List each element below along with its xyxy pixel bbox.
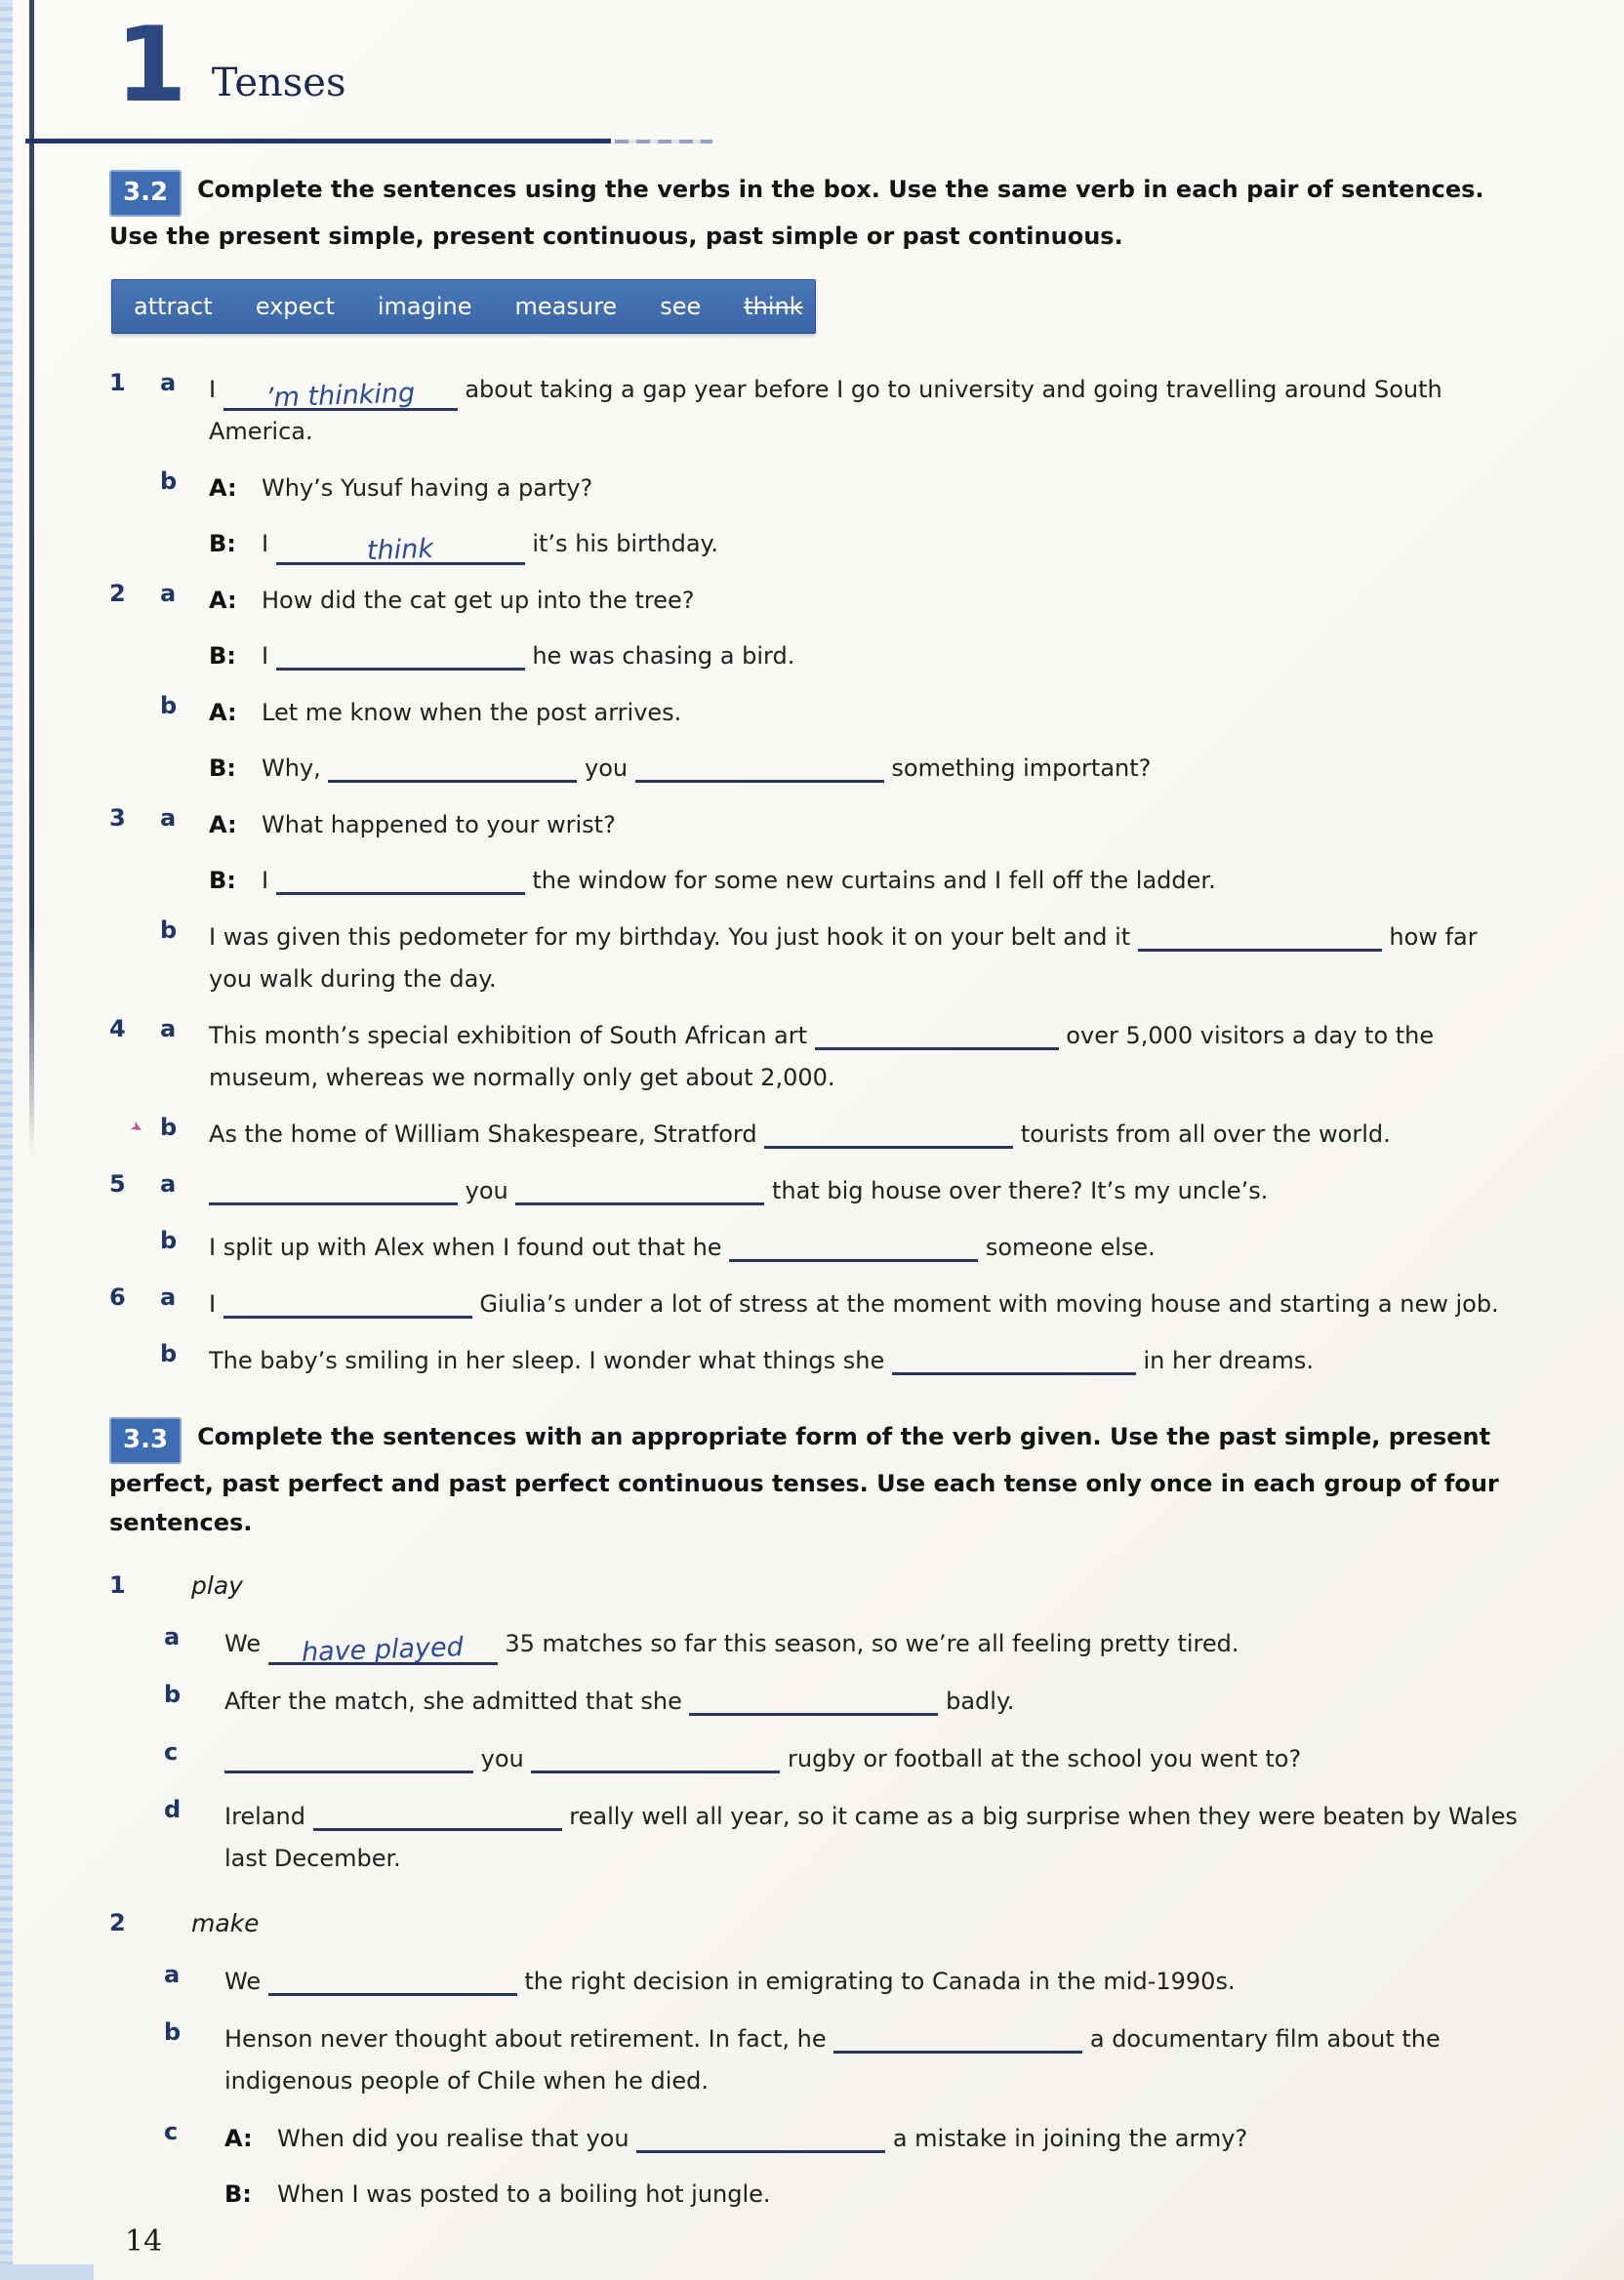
verb-word: measure (514, 293, 618, 320)
item-body (209, 369, 1526, 453)
dialogue-line (209, 523, 1526, 565)
item-body (224, 1681, 1526, 1723)
item-number: 5 (109, 1170, 126, 1198)
exercise-item-row (109, 1681, 1526, 1723)
sentence-text: Why’s Yusuf having a party? (262, 474, 593, 502)
item-number: 4 (109, 1015, 126, 1042)
speaker-label: A: (209, 587, 237, 614)
sentence-line (224, 1681, 1526, 1723)
item-letter: b (160, 916, 178, 944)
exercise-item-row (109, 1340, 1526, 1382)
chapter-title: Tenses (211, 61, 346, 106)
exercise-item-row (109, 2118, 1526, 2216)
exercise-33-groups (109, 1571, 1526, 2216)
answer-blank[interactable] (276, 635, 525, 671)
item-number: 2 (109, 580, 126, 607)
sentence-text: a mistake in joining the army? (885, 2125, 1248, 2152)
chapter-header (115, 5, 346, 125)
sentence-text: After the match, she admitted that she (224, 1688, 690, 1715)
answer-blank[interactable] (729, 1227, 978, 1262)
sentence-text: something important? (883, 754, 1152, 782)
item-body (209, 1227, 1526, 1269)
answer-blank[interactable] (635, 748, 884, 783)
speaker-label: A: (209, 811, 237, 838)
sentence-body (209, 369, 1526, 453)
answer-blank[interactable] (689, 1681, 938, 1716)
dialogue-text (277, 2118, 1526, 2160)
sentence-text: I (262, 642, 276, 670)
answer-blank[interactable] (892, 1340, 1136, 1375)
exercise-33-badge: 3.3 (109, 1417, 182, 1464)
sentence-body (224, 1738, 1526, 1780)
sentence-line (224, 1738, 1526, 1780)
verb-word: attract (134, 293, 213, 320)
speaker-label: B: (209, 642, 236, 670)
sentence-text: rugby or football at the school you went to? (780, 1745, 1302, 1772)
item-body (224, 1961, 1526, 2003)
verb-word: expect (255, 293, 335, 320)
sentence-text: What happened to your wrist? (262, 811, 616, 838)
item-letter: b (160, 468, 178, 495)
answer-blank[interactable] (313, 1796, 562, 1831)
answer-blank[interactable] (268, 1630, 498, 1668)
item-body (224, 2118, 1526, 2216)
verb-word: see (660, 293, 702, 320)
sentence-body (209, 1283, 1526, 1325)
speaker-label: B: (224, 2180, 252, 2208)
sentence-body (209, 1227, 1526, 1269)
item-body (209, 468, 1526, 565)
sentence-text: really well all year, so it came as a big surprise when they were beaten by Wales last December. (224, 1803, 1518, 1872)
item-letter: b ➤ (127, 1114, 178, 1141)
book-corner-edge (0, 2264, 94, 2280)
item-letter: a (160, 804, 177, 832)
dialogue-line (209, 804, 1526, 846)
dialogue-line (209, 580, 1526, 622)
item-letter: b (164, 1681, 182, 1708)
item-letter: a (160, 1283, 177, 1311)
answer-blank[interactable] (276, 860, 525, 895)
speaker-label: A: (209, 474, 237, 502)
item-number (109, 692, 160, 790)
group-number: 2 (109, 1909, 126, 1936)
dialogue-text (262, 692, 1526, 734)
verb-group-header (109, 1909, 1526, 1937)
page-number: 14 (125, 2224, 163, 2259)
sentence-text: tourists from all over the world. (1013, 1120, 1391, 1148)
sentence-text: We (224, 1630, 268, 1657)
speaker-label: A: (224, 2125, 253, 2152)
exercise-33-instructions (109, 1417, 1526, 1542)
sentence-text: I (209, 376, 223, 403)
sentence-text: We (224, 1968, 268, 1995)
item-letter: c (164, 1738, 179, 1766)
handwritten-answer: think (366, 533, 434, 567)
sentence-text: the window for some new curtains and I fell off the ladder. (524, 867, 1216, 894)
item-letter: c (164, 2118, 179, 2145)
verb-group-header (109, 1571, 1526, 1600)
item-body (209, 1340, 1526, 1382)
dialogue-line (224, 2118, 1526, 2160)
sentence-body (224, 1961, 1526, 2003)
sentence-line (209, 1170, 1526, 1212)
exercise-item-row (109, 580, 1526, 677)
answer-blank[interactable] (515, 1170, 764, 1205)
speaker-label: B: (209, 530, 236, 557)
sentence-text: Let me know when the post arrives. (262, 699, 682, 726)
verb-box (111, 279, 816, 334)
item-letter: b (160, 1340, 178, 1367)
sentence-line (209, 1114, 1526, 1156)
sentence-text: you (458, 1177, 516, 1204)
sentence-body (224, 1796, 1526, 1880)
handwritten-answer: have played (301, 1632, 465, 1668)
sentence-text: a documentary film about the indigenous people of Chile when he died. (224, 2025, 1441, 2095)
verb-group (109, 1571, 1526, 1880)
sentence-body (209, 916, 1526, 1000)
exercise-item-row (109, 1170, 1526, 1212)
sentence-text: How did the cat get up into the tree? (262, 587, 695, 614)
group-number: 1 (109, 1571, 126, 1599)
sentence-text: I split up with Alex when I found out that he (209, 1234, 730, 1261)
item-letter: a (160, 1170, 177, 1198)
exercise-item-row (109, 1796, 1526, 1880)
item-number (109, 1340, 160, 1382)
answer-blank[interactable] (1138, 916, 1382, 952)
item-letter: d (164, 1796, 182, 1823)
verb-word: imagine (377, 293, 472, 320)
sentence-body (209, 1114, 1526, 1156)
book-spine-line (29, 0, 34, 1157)
item-letter: a (160, 580, 177, 607)
sentence-line (224, 1623, 1526, 1668)
exercise-item-row (109, 1738, 1526, 1780)
sentence-body (224, 1681, 1526, 1723)
item-letter: b (160, 692, 178, 719)
sentence-line (209, 916, 1526, 1000)
item-letter: b (164, 2018, 182, 2046)
item-number: 1 (109, 369, 126, 396)
sentence-text: the right decision in emigrating to Canada in the mid-1990s. (516, 1968, 1236, 1995)
answer-blank[interactable] (531, 1738, 780, 1773)
speaker-label: A: (209, 699, 237, 726)
sentence-text: Ireland (224, 1803, 313, 1830)
dialogue-text (262, 580, 1526, 622)
item-body (209, 1170, 1526, 1212)
sentence-text: Giulia’s under a lot of stress at the moment with moving house and starting a new job. (471, 1290, 1499, 1318)
exercise-32-items (109, 369, 1526, 1382)
group-verb: make (191, 1909, 260, 1937)
verb-word-struck: think (744, 293, 803, 320)
exercise-item-row (109, 1114, 1526, 1156)
item-number (109, 916, 160, 1000)
dialogue-line (209, 635, 1526, 677)
item-body (209, 916, 1526, 1000)
dialogue-text (262, 635, 1526, 677)
sentence-line (209, 1227, 1526, 1269)
handwritten-answer: ’m thinking (264, 378, 416, 414)
exercise-item-row (109, 1227, 1526, 1269)
exercise-33 (109, 1417, 1526, 2216)
answer-blank[interactable] (815, 1015, 1059, 1050)
answer-blank[interactable] (764, 1114, 1013, 1149)
exercise-item-row (109, 369, 1526, 453)
sentence-text: over 5,000 visitors a day to the museum, whereas we normally only get about 2,000. (209, 1022, 1435, 1091)
item-letter: b (160, 1227, 178, 1254)
book-page-edge (0, 0, 13, 2280)
answer-blank[interactable] (209, 1170, 458, 1205)
item-body (209, 804, 1526, 902)
page-content (109, 170, 1526, 2231)
item-body (209, 1283, 1526, 1325)
sentence-text: in her dreams. (1135, 1347, 1315, 1374)
exercise-item-row (109, 468, 1526, 565)
item-body (224, 1738, 1526, 1780)
speaker-label: B: (209, 754, 236, 782)
sentence-text: badly. (938, 1688, 1015, 1715)
sentence-text: 35 matches so far this season, so we’re all feeling pretty tired. (497, 1630, 1239, 1657)
chapter-rule (25, 139, 611, 143)
dialogue-text (262, 860, 1526, 902)
answer-blank[interactable] (224, 1738, 473, 1773)
sentence-body (224, 2018, 1526, 2102)
dialogue-line (209, 468, 1526, 509)
sentence-text: someone else. (978, 1234, 1156, 1261)
item-body (224, 2018, 1526, 2102)
sentence-text: This month’s special exhibition of South African art (209, 1022, 815, 1049)
dialogue-line (224, 2174, 1526, 2216)
sentence-text: about taking a gap year before I go to university and going travelling around South America. (209, 376, 1442, 445)
item-number (109, 1227, 160, 1269)
item-number (109, 468, 160, 565)
exercise-item-row (109, 1623, 1526, 1668)
sentence-text: I (262, 867, 276, 894)
sentence-text: The baby’s smiling in her sleep. I wonder what things she (209, 1347, 892, 1374)
dialogue-text (262, 523, 1526, 565)
item-letter: a (160, 1015, 177, 1042)
sentence-text: Why, (262, 754, 329, 782)
sentence-line (224, 2018, 1526, 2102)
exercise-item-row (109, 1283, 1526, 1325)
item-body (224, 1623, 1526, 1668)
item-body (209, 1114, 1526, 1156)
sentence-text: I (209, 1290, 223, 1318)
item-body (224, 1796, 1526, 1880)
item-letter: a (164, 1623, 181, 1650)
exercise-32-instructions (109, 170, 1526, 256)
sentence-text: that big house over there? It’s my uncle’s. (764, 1177, 1269, 1204)
sentence-text: he was chasing a bird. (524, 642, 795, 670)
sentence-text: how far you walk during the day. (209, 923, 1478, 993)
dialogue-line (209, 860, 1526, 902)
exercise-item-row (109, 2018, 1526, 2102)
sentence-text: I was given this pedometer for my birthday. You just hook it on your belt and it (209, 923, 1138, 951)
sentence-body (209, 1170, 1526, 1212)
sentence-body (224, 1623, 1526, 1668)
exercise-item-row (109, 692, 1526, 790)
item-body (209, 1015, 1526, 1099)
sentence-text: When I was posted to a boiling hot jungle. (277, 2180, 771, 2208)
group-verb: play (191, 1571, 243, 1600)
sentence-text: I (262, 530, 276, 557)
dialogue-line (209, 692, 1526, 734)
answer-blank[interactable] (223, 376, 458, 414)
dialogue-text (262, 468, 1526, 509)
exercise-32-badge: 3.2 (109, 170, 182, 217)
exercise-33-instructions-text: Complete the sentences with an appropriate form of the verb given. Use the past simple, present perfect, past perfect and past perfect continuous tenses. Use each tense only once in each group of four sentences. (109, 1423, 1499, 1536)
speaker-label: B: (209, 867, 236, 894)
sentence-text: When did you realise that you (277, 2125, 637, 2152)
exercise-item-row (109, 1015, 1526, 1099)
sentence-line (224, 1796, 1526, 1880)
sentence-body (209, 1015, 1526, 1099)
sentence-line (209, 1340, 1526, 1382)
sentence-text: it’s his birthday. (524, 530, 718, 557)
answer-blank[interactable] (223, 1283, 472, 1319)
answer-blank[interactable] (328, 748, 577, 783)
item-body (209, 692, 1526, 790)
dialogue-line (209, 748, 1526, 790)
pen-mark-icon: ➤ (127, 1117, 147, 1138)
sentence-text: As the home of William Shakespeare, Stratford (209, 1120, 765, 1148)
dialogue-text (262, 748, 1526, 790)
sentence-text: you (473, 1745, 532, 1772)
verb-group (109, 1909, 1526, 2216)
item-letter: a (160, 369, 177, 396)
exercise-item-row (109, 1961, 1526, 2003)
answer-blank[interactable] (636, 2118, 885, 2153)
sentence-line (209, 369, 1526, 453)
sentence-line (209, 1283, 1526, 1325)
item-number: 3 (109, 804, 126, 832)
exercise-item-row (109, 916, 1526, 1000)
exercise-32-instructions-text: Complete the sentences using the verbs in the box. Use the same verb in each pair of sentences. Use the present simple, present continuous, past simple or past continuous. (109, 176, 1484, 250)
item-body (209, 580, 1526, 677)
chapter-number: 1 (115, 5, 184, 125)
sentence-body (209, 1340, 1526, 1382)
answer-blank[interactable] (833, 2018, 1082, 2054)
answer-blank[interactable] (276, 530, 525, 565)
sentence-text: you (577, 754, 635, 782)
sentence-line (224, 1961, 1526, 2003)
answer-blank[interactable] (268, 1961, 517, 1996)
exercise-item-row (109, 804, 1526, 902)
sentence-text: Henson never thought about retirement. In fact, he (224, 2025, 834, 2053)
sentence-line (209, 1015, 1526, 1099)
dialogue-text (262, 804, 1526, 846)
dialogue-text (277, 2174, 1526, 2216)
item-number: 6 (109, 1283, 126, 1311)
item-letter: a (164, 1961, 181, 1988)
